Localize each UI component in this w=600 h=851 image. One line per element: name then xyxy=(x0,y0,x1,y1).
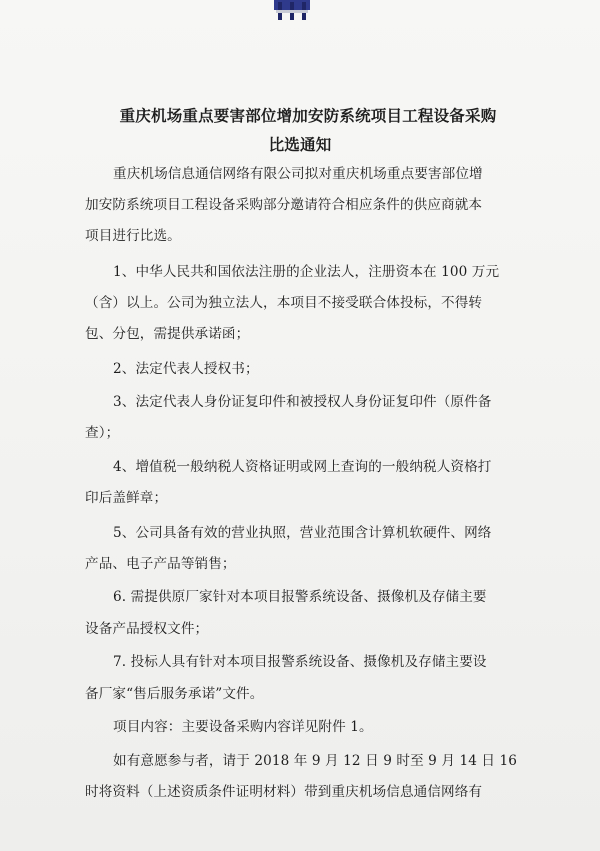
requirement-4-line: 印后盖鲜章； xyxy=(85,490,168,506)
participation-line: 如有意愿参与者，请于 2018 年 9 月 12 日 9 时至 9 月 14 日 16 xyxy=(113,753,517,769)
requirement-4-line: 4、增值税一般纳税人资格证明或网上查询的一般纳税人资格打 xyxy=(113,459,492,475)
intro-line: 项目进行比选。 xyxy=(85,228,181,244)
intro-line: 重庆机场信息通信网络有限公司拟对重庆机场重点要害部位增 xyxy=(113,166,483,182)
requirement-3-line: 查）； xyxy=(85,425,120,441)
intro-line: 加安防系统项目工程设备采购部分邀请符合相应条件的供应商就本 xyxy=(85,197,483,213)
requirement-6-line: 6. 需提供原厂家针对本项目报警系统设备、摄像机及存储主要 xyxy=(113,589,487,605)
requirement-5-line: 产品、电子产品等销售； xyxy=(85,556,236,572)
requirement-1-line: （含）以上。公司为独立法人，本项目不接受联合体投标，不得转 xyxy=(85,295,483,311)
participation-line: 时将资料（上述资质条件证明材料）带到重庆机场信息通信网络有 xyxy=(85,784,483,800)
project-content-line: 项目内容：主要设备采购内容详见附件 1。 xyxy=(113,719,373,735)
document-title-line-1: 重庆机场重点要害部位增加安防系统项目工程设备采购 xyxy=(119,106,497,125)
requirement-7-line: 备厂家“售后服务承诺”文件。 xyxy=(85,686,264,702)
requirement-2-line: 2、法定代表人授权书； xyxy=(113,361,259,377)
binder-clip-icon xyxy=(268,0,316,22)
document-title-line-2: 比选通知 xyxy=(268,135,332,154)
requirement-3-line: 3、法定代表人身份证复印件和被授权人身份证复印件（原件备 xyxy=(113,394,492,410)
requirement-5-line: 5、公司具备有效的营业执照，营业范围含计算机软硬件、网络 xyxy=(113,525,492,541)
requirement-1-line: 包、分包，需提供承诺函； xyxy=(85,326,250,342)
requirement-1-line: 1、中华人民共和国依法注册的企业法人，注册资本在 100 万元 xyxy=(113,264,500,280)
requirement-7-line: 7. 投标人具有针对本项目报警系统设备、摄像机及存储主要设 xyxy=(113,654,487,670)
requirement-6-line: 设备产品授权文件； xyxy=(85,621,209,637)
